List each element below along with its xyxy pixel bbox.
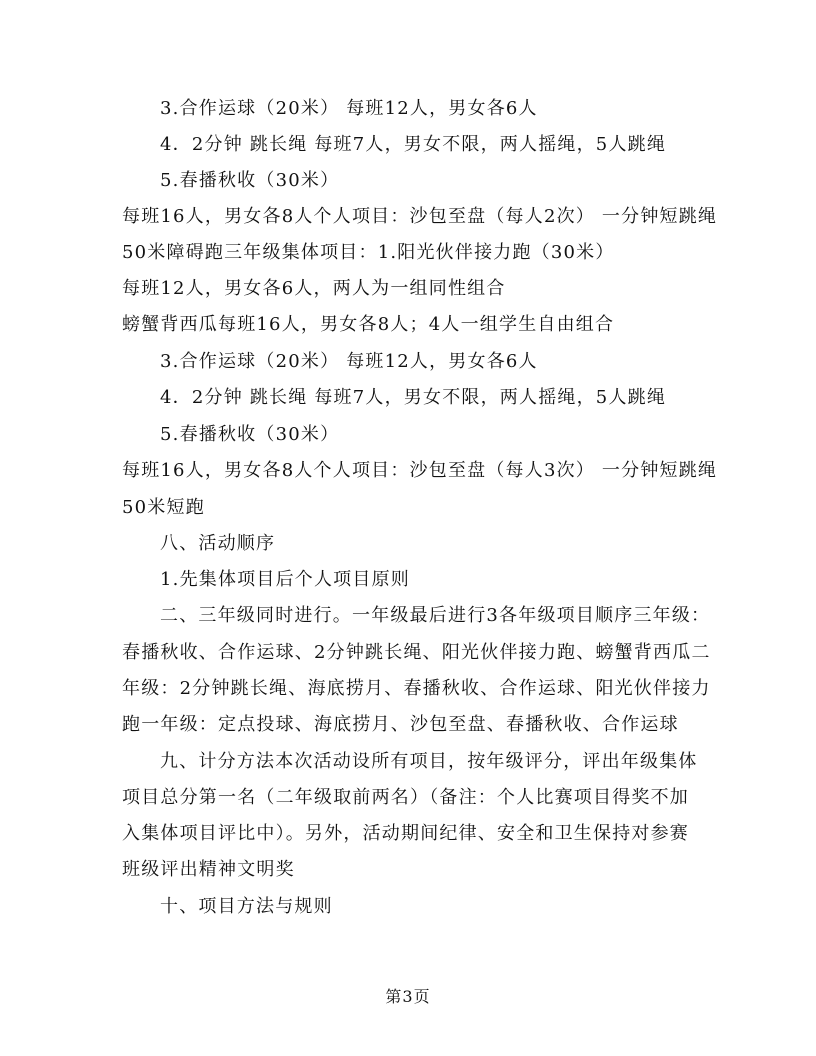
text-line: 4．2分钟 跳长绳 每班7人，男女不限，两人摇绳，5人跳绳	[160, 387, 667, 408]
text-line: 班级评出精神文明奖	[122, 859, 295, 880]
text-line: 5.春播秋收（30米）	[160, 424, 340, 445]
text-line: 3.合作运球（20米） 每班12人，男女各6人	[160, 98, 538, 119]
text-line: 5.春播秋收（30米）	[160, 170, 340, 191]
text-line: 每班12人，男女各6人，两人为一组同性组合	[122, 278, 506, 299]
section-heading: 八、活动顺序	[160, 533, 276, 554]
text-line: 每班16人，男女各8人个人项目：沙包至盘（每人3次） 一分钟短跳绳	[122, 460, 718, 481]
section-heading: 九、计分方法本次活动设所有项目，按年级评分，评出年级集体	[160, 751, 698, 772]
text-line: 螃蟹背西瓜每班16人，男女各8人；4人一组学生自由组合	[122, 314, 615, 335]
text-line: 二、三年级同时进行。一年级最后进行3各年级项目顺序三年级：	[160, 605, 711, 626]
text-line: 50米短跑	[122, 497, 205, 518]
text-line: 每班16人，男女各8人个人项目：沙包至盘（每人2次） 一分钟短跳绳	[122, 206, 718, 227]
page-number: 第3页	[385, 987, 431, 1006]
text-line: 跑一年级：定点投球、海底捞月、沙包至盘、春播秋收、合作运球	[122, 714, 679, 735]
text-line: 50米障碍跑三年级集体项目：1.阳光伙伴接力跑（30米）	[122, 242, 615, 263]
text-line: 春播秋收、合作运球、2分钟跳长绳、阳光伙伴接力跑、螃蟹背西瓜二	[122, 642, 711, 663]
text-line: 入集体项目评比中）。另外，活动期间纪律、安全和卫生保持对参赛	[122, 823, 689, 844]
section-heading: 十、项目方法与规则	[160, 896, 333, 917]
text-line: 年级：2分钟跳长绳、海底捞月、春播秋收、合作运球、阳光伙伴接力	[122, 678, 711, 699]
text-line: 4．2分钟 跳长绳 每班7人，男女不限，两人摇绳，5人跳绳	[160, 134, 667, 155]
text-line: 3.合作运球（20米） 每班12人，男女各6人	[160, 351, 538, 372]
text-line: 项目总分第一名（二年级取前两名）（备注：个人比赛项目得奖不加	[122, 787, 689, 808]
text-line: 1.先集体项目后个人项目原则	[160, 569, 410, 590]
